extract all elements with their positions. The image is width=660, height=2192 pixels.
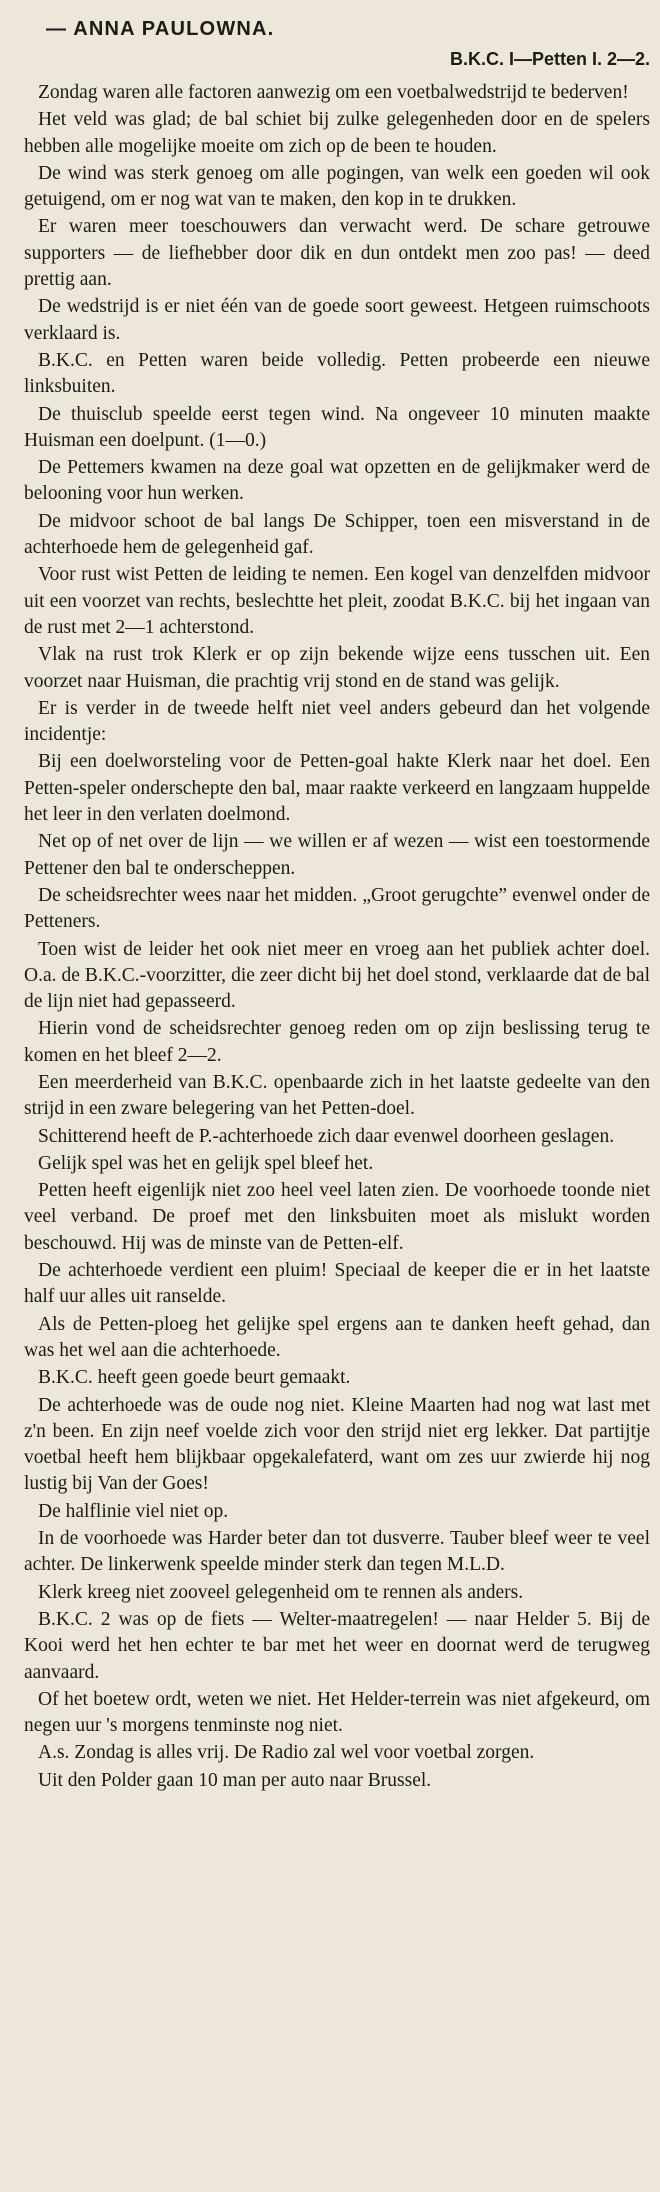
paragraph: De Pettemers kwamen na deze goal wat opzetten en de gelijkmaker werd de belooning voor hun werken. — [24, 457, 650, 505]
paragraph: Net op of net over de lijn — we willen er af wezen — wist een toestormende Pettener den bal te onderscheppen. — [24, 831, 650, 879]
paragraph: Uit den Polder gaan 10 man per auto naar Brussel. — [38, 1769, 432, 1791]
paragraph: Vlak na rust trok Klerk er op zijn bekende wijze eens tusschen uit. Een voorzet naar Huisman, die prachtig vrij stond en de stand was gelijk. — [24, 644, 650, 692]
paragraph: Petten heeft eigenlijk niet zoo heel veel laten zien. De voorhoede toonde niet veel verband. De proef met den linksbuiten moet als mislukt worden beschouwd. Hij was de minste van de Petten-elf. — [24, 1180, 650, 1254]
paragraph: A.s. Zondag is alles vrij. De Radio zal wel voor voetbal zorgen. — [38, 1742, 535, 1764]
paragraph: Bij een doelworsteling voor de Petten-goal hakte Klerk naar het doel. Een Petten-speler onderschepte den bal, maar raakte verkeerd en langzaam huppelde het leer in den verlaten doelmond. — [24, 751, 650, 826]
paragraph: Er is verder in de tweede helft niet veel anders gebeurd dan het volgende incidentje: — [24, 697, 650, 746]
paragraph: De scheidsrechter wees naar het midden. „Groot gerugchte” evenwel onder de Petteners. — [24, 884, 650, 933]
paragraph: In de voorhoede was Harder beter dan tot dusverre. Tauber bleef weer te veel achter. De linkerwenk speelde minder sterk dan tegen M.L.D. — [24, 1528, 650, 1576]
paragraph: Als de Petten-ploeg het gelijke spel ergens aan te danken heeft gehad, dan was het wel aan die achterhoede. — [24, 1313, 650, 1361]
paragraph: De wind was sterk genoeg om alle pogingen, van welk een goeden wil ook getuigend, om er nog wat van te maken, den kop in te drukken. — [24, 162, 650, 211]
paragraph: De halflinie viel niet op. — [38, 1500, 229, 1522]
paragraph: Het veld was glad; de bal schiet bij zulke gelegenheden door en de spelers hebben alle mogelijke moeite om zich op de been te houden. — [24, 109, 650, 157]
paragraph: Voor rust wist Petten de leiding te nemen. Een kogel van denzelfden midvoor uit een voorzet van rechts, beslechtte het pleit, zoodat B.K.C. bij het ingaan van de rust met 2—1 achterstond. — [24, 564, 650, 638]
match-result-heading: B.K.C. I—Petten I. 2—2. — [449, 49, 650, 69]
paragraph: B.K.C. 2 was op de fiets — Welter-maatregelen! — naar Helder 5. Bij de Kooi werd het hen echter te bar met het weer en doornat werd de terugweg aanvaard. — [24, 1608, 650, 1683]
paragraph: De achterhoede was de oude nog niet. Kleine Maarten had nog wat last met z'n been. En zijn neef voelde zich voor den strijd niet erg lekker. Dat partijtje voetbal heeft hem blijkbaar opgekalefaterd, want om zes uur zwierde hij nog lustig bij Van der Goes! — [24, 1394, 650, 1495]
paragraph: B.K.C. en Petten waren beide volledig. Petten probeerde een nieuwe linksbuiten. — [24, 349, 650, 398]
paragraph: Zondag waren alle factoren aanwezig om een voetbalwedstrijd te bederven! — [38, 82, 629, 103]
paragraph: De achterhoede verdient een pluim! Speciaal de keeper die er in het laatste half uur alles uit ranselde. — [24, 1260, 650, 1308]
paragraph: Toen wist de leider het ook niet meer en vroeg aan het publiek achter doel. O.a. de B.K.C.-voorzitter, die zeer dicht bij het doel stond, verklaarde dat de bal de lijn niet had gepasseerd. — [24, 938, 650, 1013]
paragraph: Of het boetew ordt, weten we niet. Het Helder-terrein was niet afgekeurd, om negen uur 's morgens tenminste nog niet. — [24, 1688, 650, 1737]
paragraph: Klerk kreeg niet zooveel gelegenheid om te rennen als anders. — [38, 1581, 524, 1603]
paragraph: De midvoor schoot de bal langs De Schipper, toen een misverstand in de achterhoede hem de gelegenheid gaf. — [24, 510, 650, 559]
paragraph: De thuisclub speelde eerst tegen wind. Na ongeveer 10 minuten maakte Huisman een doelpunt. (1—0.) — [24, 403, 650, 451]
paragraph: Hierin vond de scheidsrechter genoeg reden om op zijn beslissing terug te komen en het bleef 2—2. — [24, 1018, 650, 1066]
paragraph: Een meerderheid van B.K.C. openbaarde zich in het laatste gedeelte van den strijd in een zware belegering van het Petten-doel. — [24, 1071, 650, 1120]
article-body — [24, 80, 650, 1794]
paragraph: Gelijk spel was het en gelijk spel bleef het. — [38, 1152, 374, 1174]
paragraph: Er waren meer toeschouwers dan verwacht werd. De schare getrouwe supporters — de liefhebber door dik en dun ontdekt men zoo pas! — deed prettig aan. — [24, 216, 650, 291]
paragraph: B.K.C. heeft geen goede beurt gemaakt. — [38, 1367, 351, 1389]
paragraph: Schitterend heeft de P.-achterhoede zich daar evenwel doorheen geslagen. — [38, 1125, 615, 1147]
section-header: — ANNA PAULOWNA. — [46, 18, 275, 40]
paragraph: De wedstrijd is er niet één van de goede soort geweest. Hetgeen ruimschoots verklaard is. — [24, 296, 650, 344]
